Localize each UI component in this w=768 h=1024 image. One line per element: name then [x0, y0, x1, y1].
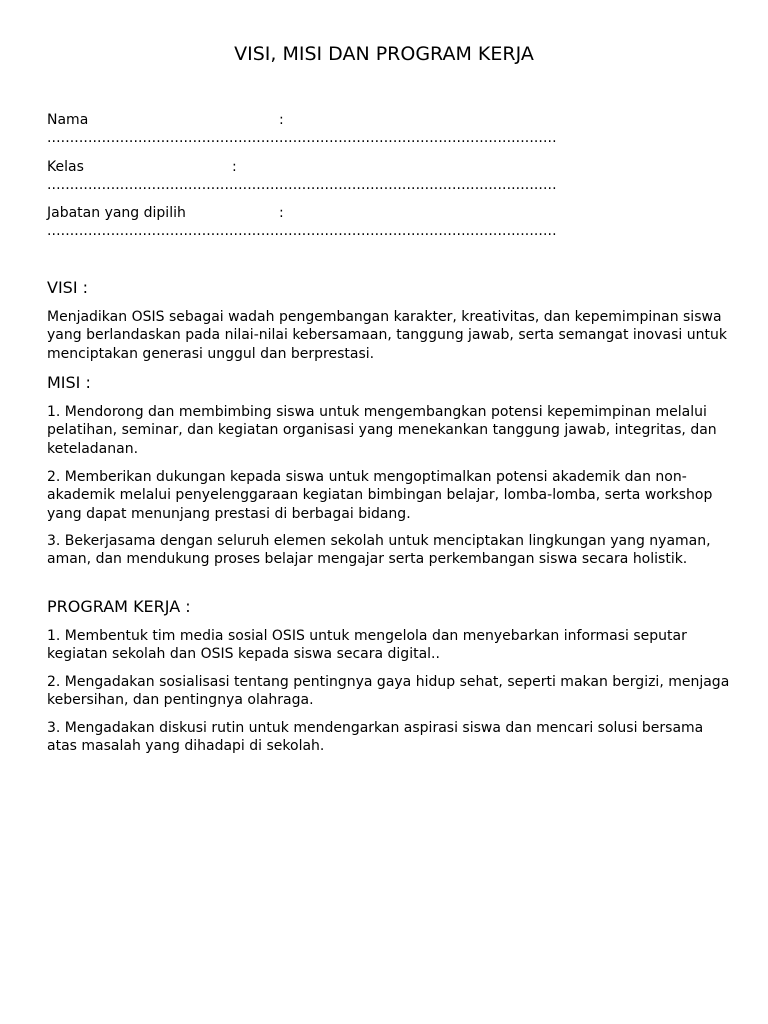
- field-colon: :: [232, 159, 237, 175]
- field-label: Nama: [47, 112, 89, 128]
- field-colon: :: [279, 112, 284, 128]
- misi-item: 2. Memberikan dukungan kepada siswa untuk mengoptimalkan potensi akademik dan non-akademik melalui penyelenggaraan kegiatan bimbingan belajar, lomba-lomba, serta workshop yang dapat menunjang prestasi di berbagai bidang.: [47, 469, 713, 522]
- field-label: Jabatan yang dipilih: [47, 205, 186, 221]
- program-kerja-item: 1. Membentuk tim media sosial OSIS untuk mengelola dan menyebarkan informasi seputar kegiatan sekolah dan OSIS kepada siswa secara digital..: [47, 628, 687, 663]
- field-dotted-line: ................................................................................................................: [47, 177, 557, 193]
- program-kerja-heading: PROGRAM KERJA :: [47, 597, 191, 616]
- misi-item: 3. Bekerjasama dengan seluruh elemen sekolah untuk menciptakan lingkungan yang nyaman, aman, dan mendukung proses belajar mengajar serta perkembangan siswa secara holistik.: [47, 533, 711, 568]
- program-kerja-item: 3. Mengadakan diskusi rutin untuk mendengarkan aspirasi siswa dan mencari solusi bersama atas masalah yang dihadapi di sekolah.: [47, 720, 704, 755]
- visi-heading: VISI :: [47, 278, 89, 297]
- field-dotted-line: ................................................................................................................: [47, 223, 557, 239]
- misi-item: 1. Mendorong dan membimbing siswa untuk mengembangkan potensi kepemimpinan melalui pelatihan, seminar, dan kegiatan organisasi yang menekankan tanggung jawab, integritas, dan keteladanan.: [47, 404, 717, 457]
- visi-text: Menjadikan OSIS sebagai wadah pengembangan karakter, kreativitas, dan kepemimpinan siswa yang berlandaskan pada nilai-nilai kebersamaan, tanggung jawab, serta semangat inovasi untuk menciptakan generasi unggul dan berprestasi.: [47, 309, 727, 362]
- document-title: VISI, MISI DAN PROGRAM KERJA: [234, 43, 534, 65]
- field-dotted-line: ................................................................................................................: [47, 130, 557, 146]
- program-kerja-item: 2. Mengadakan sosialisasi tentang pentingnya gaya hidup sehat, seperti makan bergizi, menjaga kebersihan, dan pentingnya olahraga.: [47, 674, 730, 709]
- misi-heading: MISI :: [47, 373, 91, 392]
- field-label: Kelas: [47, 159, 84, 175]
- field-colon: :: [279, 205, 284, 221]
